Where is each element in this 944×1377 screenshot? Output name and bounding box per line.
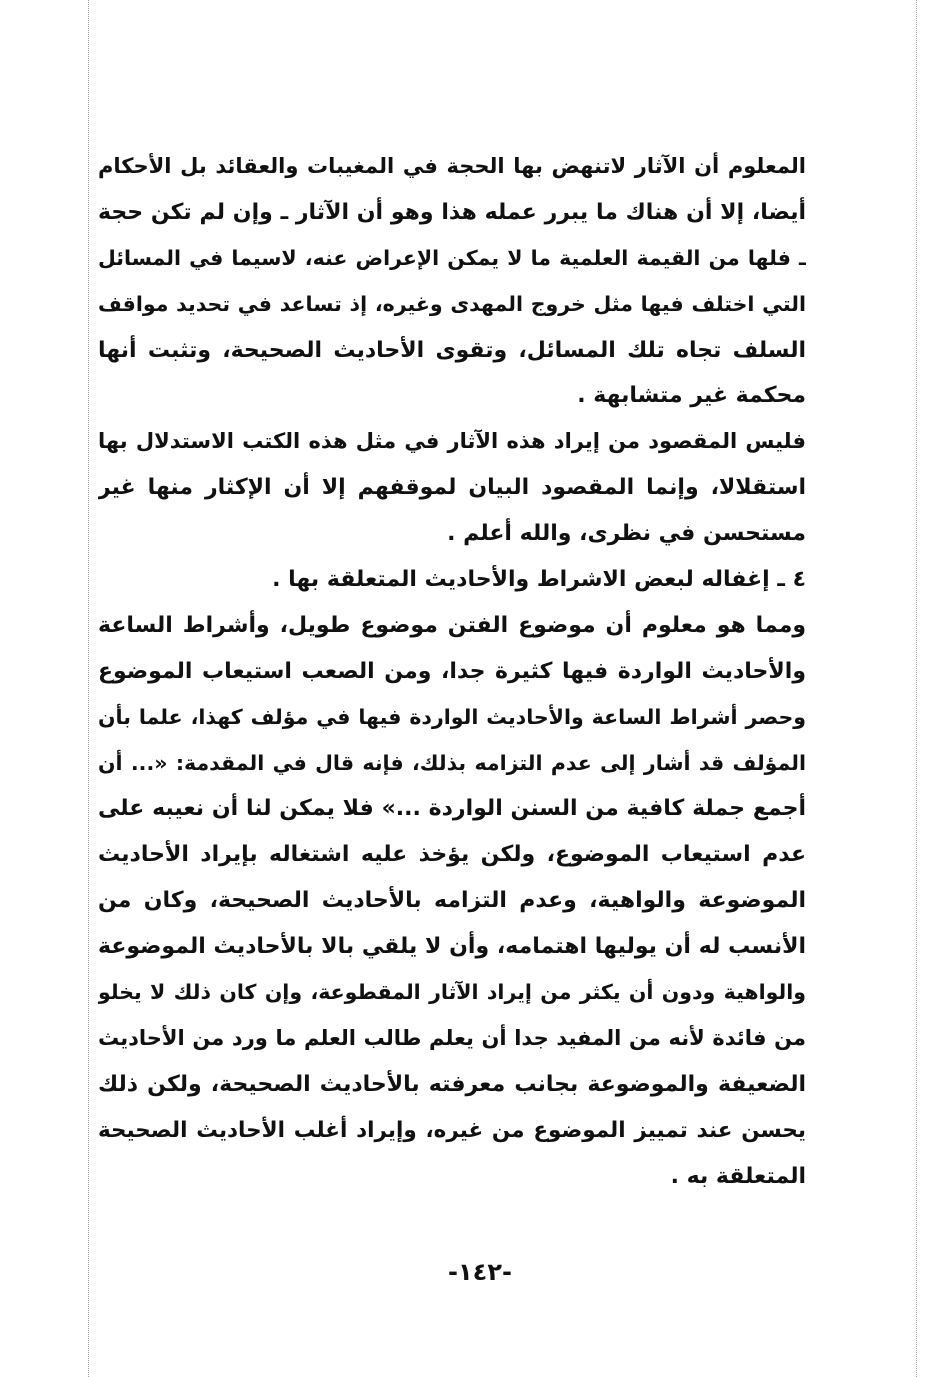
text-line: استقلالا، وإنما المقصود البيان لموقفهم إلا أن الإكثار منها غير [98, 475, 806, 501]
text-line: المتعلقة به . [670, 1163, 806, 1189]
text-line: المعلوم أن الآثار لاتنهض بها الحجة في المغيبات والعقائد بل الأحكام [98, 154, 806, 178]
scan-left-edge [88, 0, 89, 1377]
text-line: فليس المقصود من إيراد هذه الآثار في مثل هذه الكتب الاستدلال بها [98, 429, 806, 454]
text-line: والواهية ودون أن يكثر من إيراد الآثار المقطوعة، وإن كان ذلك لا يخلو [98, 980, 806, 1005]
text-line: محكمة غير متشابهة . [577, 383, 806, 409]
text-line: ـ فلها من القيمة العلمية ما لا يمكن الإعراض عنه، لاسيما في المسائل [98, 245, 806, 270]
section-heading: ٤ ـ إغفاله لبعض الاشراط والأحاديث المتعلقة بها . [272, 567, 806, 593]
body-text [98, 144, 806, 1199]
text-line: الأنسب له أن يوليها اهتمامه، وأن لا يلقي بالا بالأحاديث الموضوعة [98, 934, 806, 960]
text-line: الضعيفة والموضوعة بجانب معرفته بالأحاديث الصحيحة، ولكن ذلك [98, 1071, 806, 1097]
page-number: -١٤٢- [448, 1258, 512, 1286]
text-line: أجمع جملة كافية من السنن الواردة ...» فلا يمكن لنا أن نعيبه على [98, 796, 806, 822]
text-line: التي اختلف فيها مثل خروج المهدى وغيره، إذ تساعد في تحديد مواقف [98, 291, 806, 316]
text-line: السلف تجاه تلك المسائل، وتقوى الأحاديث الصحيحة، وتثبت أنها [98, 337, 806, 363]
scan-right-edge [916, 0, 917, 1377]
text-line: المؤلف قد أشار إلى عدم التزامه بذلك، فإنه قال في المقدمة: «... أن [98, 750, 806, 775]
text-line: أيضا، إلا أن هناك ما يبرر عمله هذا وهو أن الآثار ـ وإن لم تكن حجة [98, 199, 806, 225]
text-line: من فائدة لأنه من المفيد جدا أن يعلم طالب العلم ما ورد من الأحاديث [98, 1025, 806, 1050]
text-line: ومما هو معلوم أن موضوع الفتن موضوع طويل، وأشراط الساعة [98, 612, 806, 638]
text-line: عدم استيعاب الموضوع، ولكن يؤخذ عليه اشتغاله بإيراد الأحاديث [98, 842, 806, 868]
text-line: مستحسن في نظرى، والله أعلم . [447, 521, 806, 547]
text-line: الموضوعة والواهية، وعدم التزامه بالأحاديث الصحيحة، وكان من [98, 888, 806, 914]
text-line: والأحاديث الواردة فيها كثيرة جدا، ومن الصعب استيعاب الموضوع [98, 658, 806, 684]
text-line: يحسن عند تمييز الموضوع من غيره، وإيراد أغلب الأحاديث الصحيحة [98, 1117, 806, 1143]
text-line: وحصر أشراط الساعة والأحاديث الواردة فيها في مؤلف كهذا، علما بأن [98, 704, 806, 729]
